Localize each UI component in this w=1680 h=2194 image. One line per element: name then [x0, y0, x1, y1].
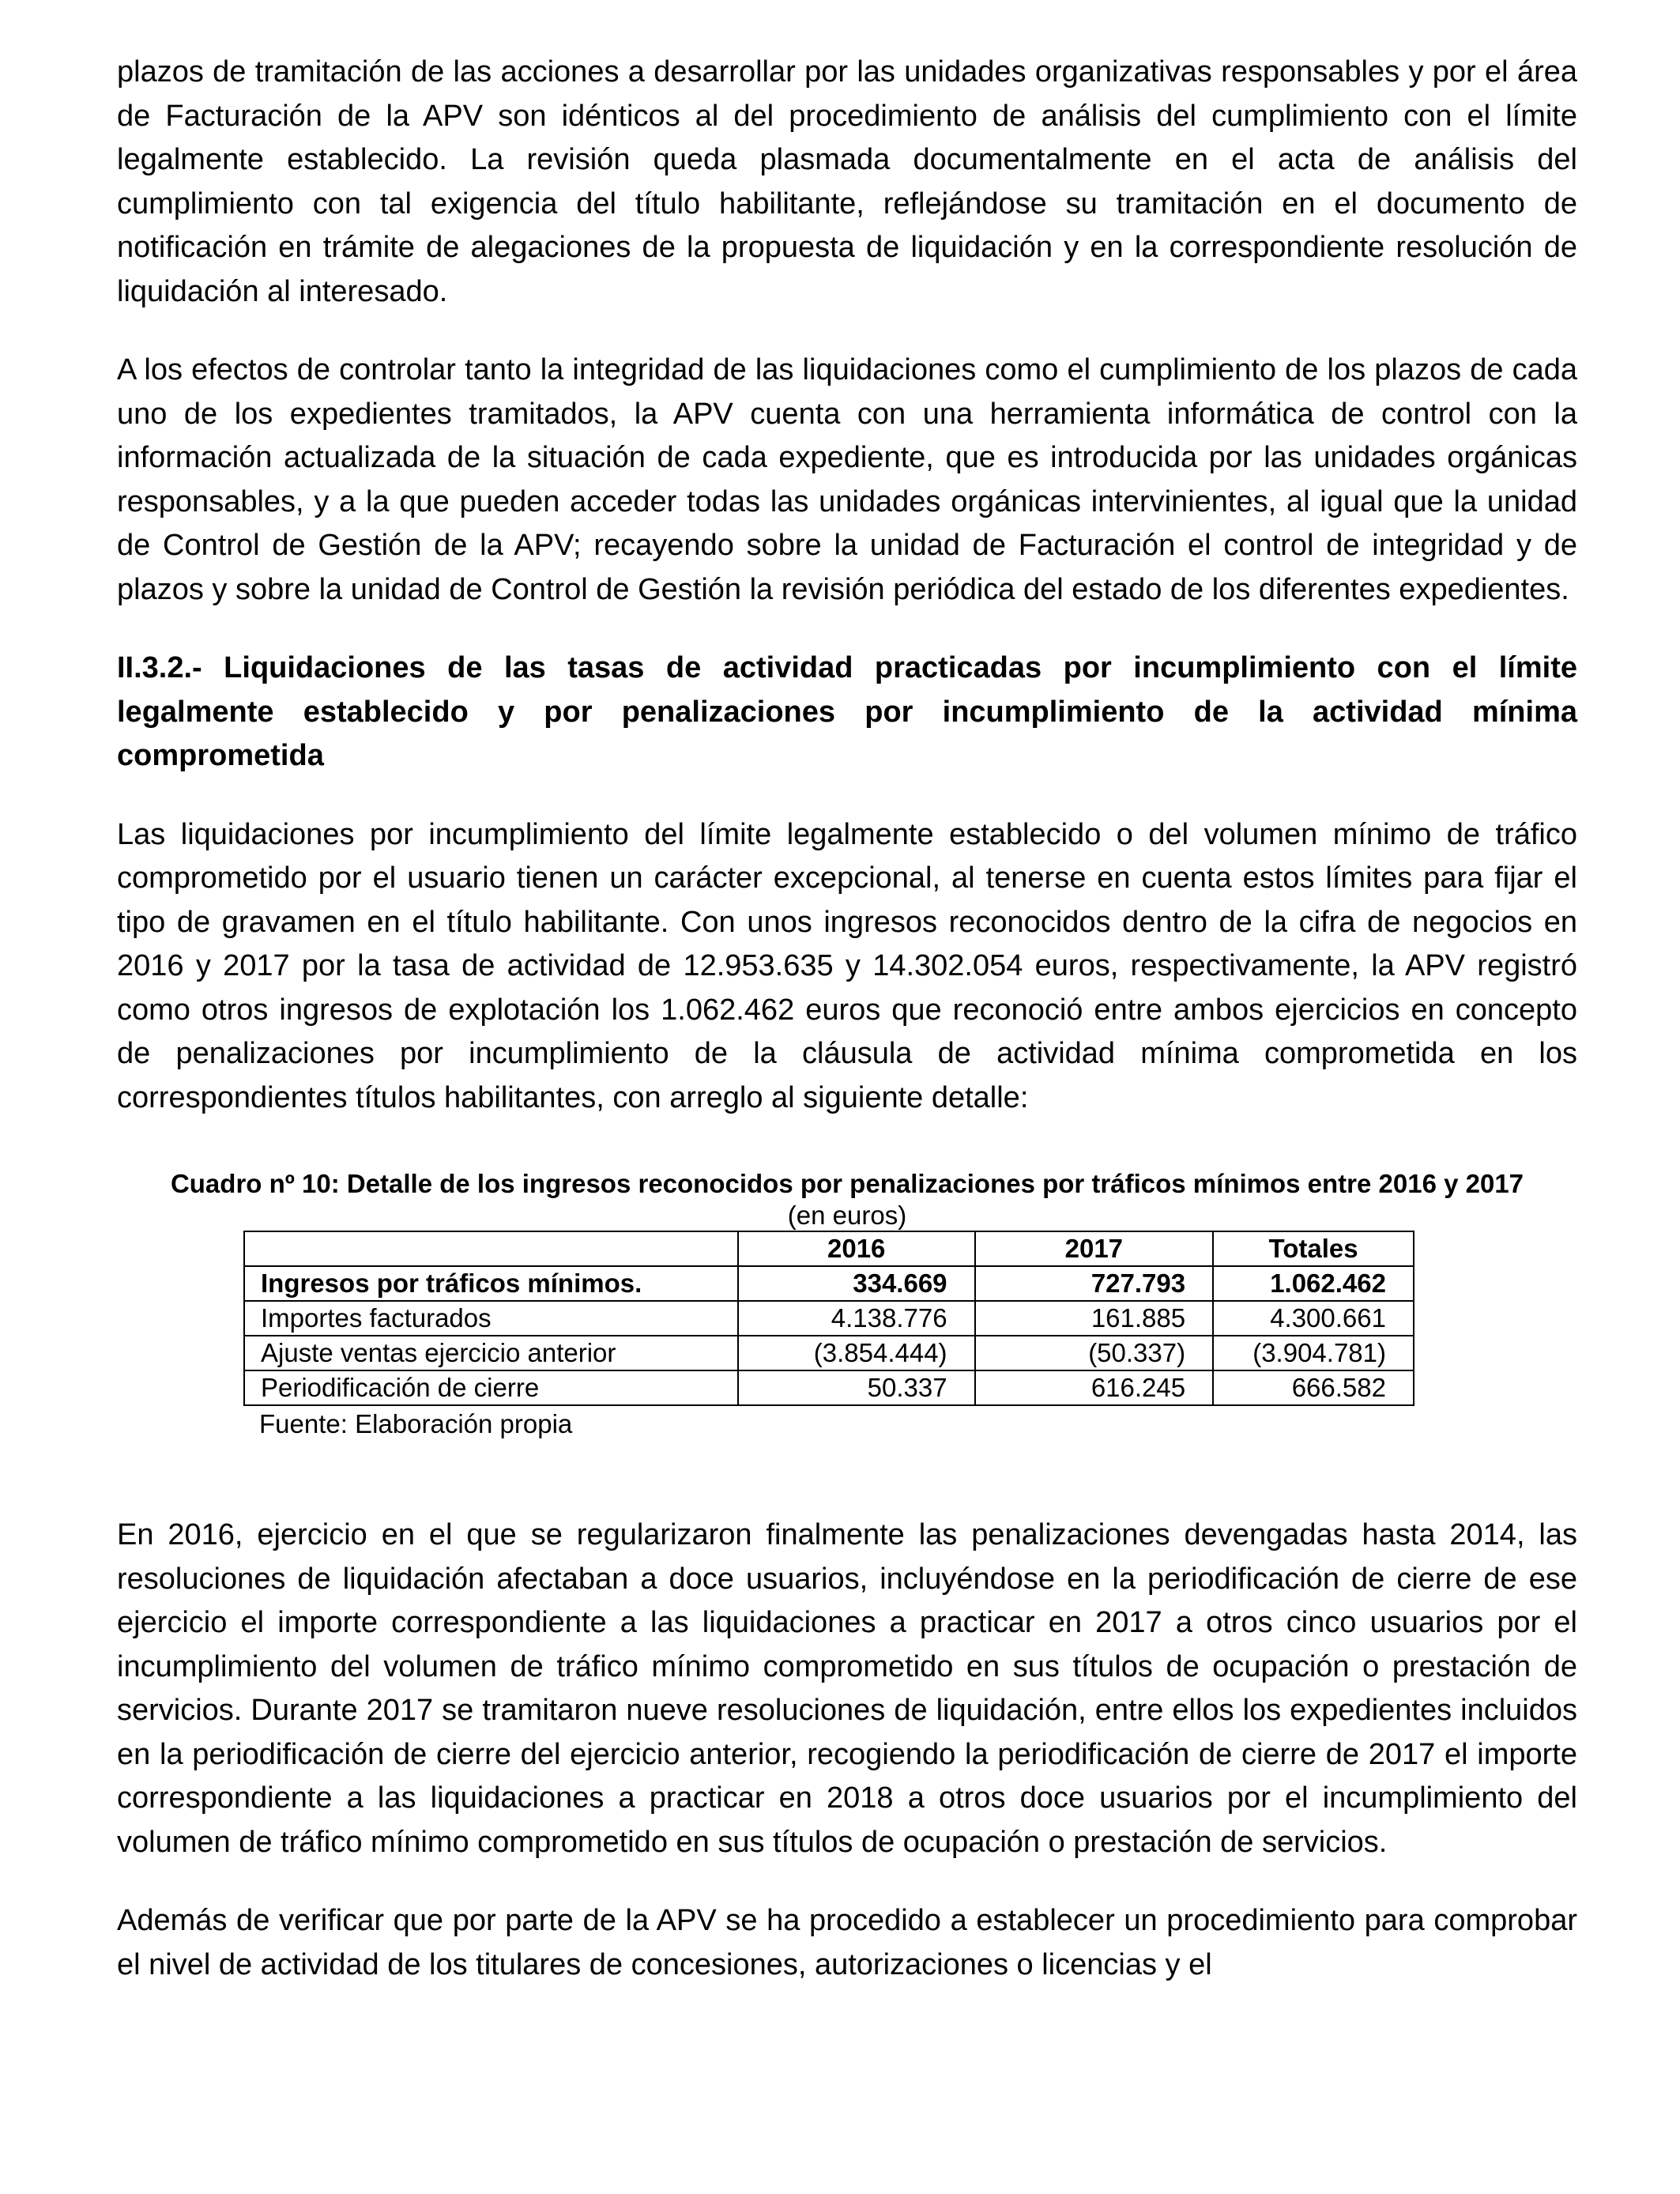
table-row [244, 1370, 1414, 1405]
table-source: Fuente: Elaboración propia [259, 1409, 573, 1438]
table-header-row [244, 1231, 1414, 1266]
row-label: Ingresos por tráficos mínimos. [244, 1266, 738, 1301]
paragraph-liquidaciones-incumplimiento: Las liquidaciones por incumplimiento del límite legalmente establecido o del volumen mínimo de tráfico comprometido por el usuario tienen un carácter excepcional, al tenerse en cuenta estos límites para fijar el tipo de gravamen en el título habilitante. Con unos ingresos reconocidos dentro de la cifra de negocios en 2016 y 2017 por la tasa de actividad de 12.953.635 y 14.302.054 euros, respectivamente, la APV registró como otros ingresos de explotación los 1.062.462 euros que reconoció entre ambos ejercicios en concepto de penalizaciones por incumplimiento de la cláusula de actividad mínima comprometida en los correspondientes títulos habilitantes, con arreglo al siguiente detalle: [117, 817, 1577, 1114]
table-block [117, 1169, 1577, 1442]
row-label: Periodificación de cierre [244, 1370, 738, 1405]
cell-2016: (3.854.444) [738, 1336, 975, 1370]
cell-total: (3.904.781) [1213, 1336, 1414, 1370]
table-subtitle: (en euros) [787, 1201, 907, 1230]
cell-2017: 161.885 [975, 1301, 1214, 1336]
table-row [244, 1266, 1414, 1301]
table-row [244, 1336, 1414, 1370]
table-title: Cuadro nº 10: Detalle de los ingresos reconocidos por penalizaciones por tráficos mínimos entre 2016 y 2017 [170, 1169, 1524, 1198]
table-header-cell: Totales [1213, 1231, 1414, 1266]
cell-total: 666.582 [1213, 1370, 1414, 1405]
row-label: Ajuste ventas ejercicio anterior [244, 1336, 738, 1370]
cell-2016: 334.669 [738, 1266, 975, 1301]
cell-2017: (50.337) [975, 1336, 1214, 1370]
table-header-cell: 2016 [738, 1231, 975, 1266]
paragraph-regularizacion-2016: En 2016, ejercicio en el que se regularizaron finalmente las penalizaciones devengadas hasta 2014, las resoluciones de liquidación afectaban a doce usuarios, incluyéndose en la periodificación de cierre de ese ejercicio el importe correspondiente a las liquidaciones a practicar en 2017 a otros cinco usuarios por el incumplimiento del volumen de tráfico mínimo comprometido en sus títulos de ocupación o prestación de servicios. Durante 2017 se tramitaron nueve resoluciones de liquidación, entre ellos los expedientes incluidos en la periodificación de cierre del ejercicio anterior, recogiendo la periodificación de cierre de 2017 el importe correspondiente a las liquidaciones a practicar en 2018 a otros doce usuarios por el incumplimiento del volumen de tráfico mínimo comprometido en sus títulos de ocupación o prestación de servicios. [117, 1518, 1577, 1859]
document-page [117, 51, 1577, 1987]
section-heading-II-3-2: II.3.2.- Liquidaciones de las tasas de actividad practicadas por incumplimiento con el límite legalmente establecido y por penalizaciones por incumplimiento de la actividad mínima comprometida [117, 651, 1577, 772]
table-header-cell [244, 1231, 738, 1266]
cell-2016: 4.138.776 [738, 1301, 975, 1336]
cell-total: 1.062.462 [1213, 1266, 1414, 1301]
cell-2017: 616.245 [975, 1370, 1214, 1405]
table-header-cell: 2017 [975, 1231, 1214, 1266]
paragraph-verificacion-procedimiento: Además de verificar que por parte de la APV se ha procedido a establecer un procedimiento para comprobar el nivel de actividad de los titulares de concesiones, autorizaciones o licencias y el [117, 1904, 1577, 1981]
penalties-table [243, 1231, 1414, 1406]
row-label: Importes facturados [244, 1301, 738, 1336]
cell-total: 4.300.661 [1213, 1301, 1414, 1336]
cell-2017: 727.793 [975, 1266, 1214, 1301]
paragraph-control-integridad: A los efectos de controlar tanto la integridad de las liquidaciones como el cumplimiento de los plazos de cada uno de los expedientes tramitados, la APV cuenta con una herramienta informática de control con la información actualizada de la situación de cada expediente, que es introducida por las unidades orgánicas responsables, y a la que pueden acceder todas las unidades orgánicas intervinientes, al igual que la unidad de Control de Gestión de la APV; recayendo sobre la unidad de Facturación el control de integridad y de plazos y sobre la unidad de Control de Gestión la revisión periódica del estado de los diferentes expedientes. [117, 353, 1577, 606]
table-row [244, 1301, 1414, 1336]
paragraph-plazos-tramitacion: plazos de tramitación de las acciones a desarrollar por las unidades organizativas responsables y por el área de Facturación de la APV son idénticos al del procedimiento de análisis del cumplimiento con el límite legalmente establecido. La revisión queda plasmada documentalmente en el acta de análisis del cumplimiento con tal exigencia del título habilitante, reflejándose su tramitación en el documento de notificación en trámite de alegaciones de la propuesta de liquidación y en la correspondiente resolución de liquidación al interesado. [117, 55, 1577, 308]
cell-2016: 50.337 [738, 1370, 975, 1405]
